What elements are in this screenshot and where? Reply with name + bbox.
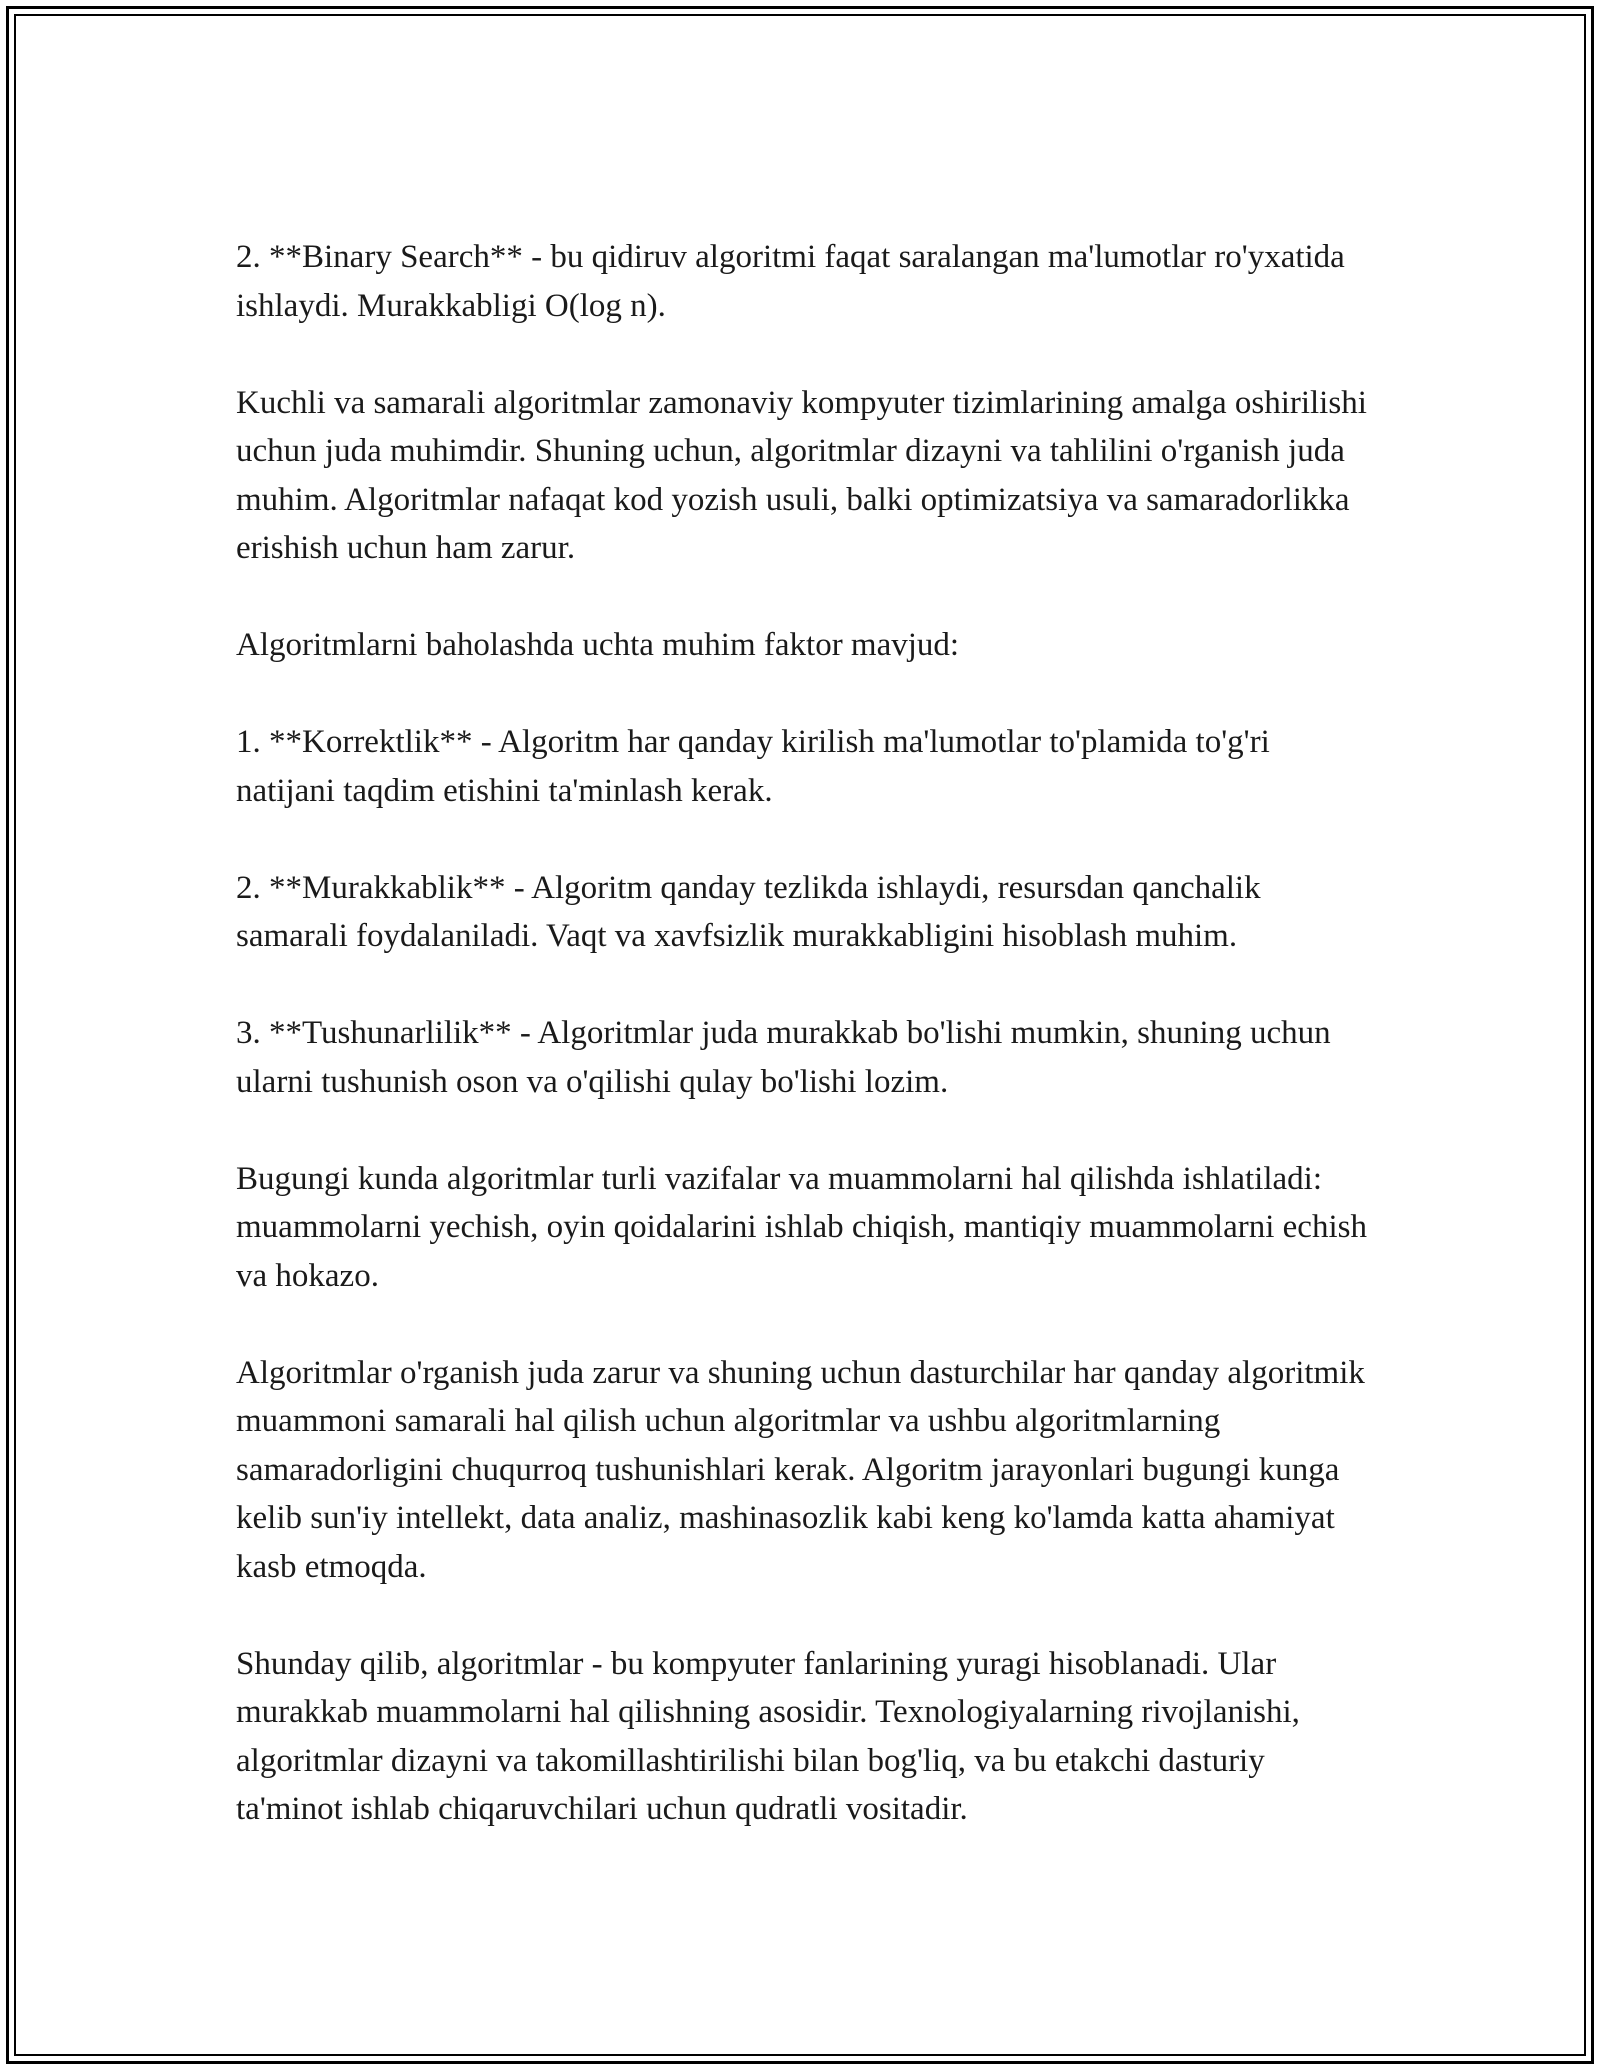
paragraph-conclusion: Shunday qilib, algoritmlar - bu kompyuter fanlarining yuragi hisoblanadi. Ular murakkab muammolarni hal qilishning asosidir. Texnologiyalarning rivojlanishi, algoritmlar dizayni va takomillashtirilishi bilan bog'liq, va bu etakchi dasturiy ta'minot ishlab chiqaruvchilari uchun qudratli vositadir.: [236, 1645, 1300, 1827]
document-body: [236, 233, 1376, 1834]
paragraph-applications: Bugungi kunda algoritmlar turli vazifalar va muammolarni hal qilishda ishlatiladi: muammolarni yechish, oyin qoidalarini ishlab chiqish, mantiqiy muammolarni echish va hokazo.: [236, 1160, 1367, 1294]
paragraph-evaluation-factors-intro: Algoritmlarni baholashda uchta muhim faktor mavjud:: [236, 627, 960, 663]
paragraph-binary-search: 2. **Binary Search** - bu qidiruv algoritmi faqat saralangan ma'lumotlar ro'yxatida ishlaydi. Murakkabligi O(log n).: [236, 239, 1345, 324]
paragraph-correctness: 1. **Korrektlik** - Algoritm har qanday kirilish ma'lumotlar to'plamida to'g'ri natijani taqdim etishini ta'minlash kerak.: [236, 724, 1270, 809]
paragraph-complexity: 2. **Murakkablik** - Algoritm qanday tezlikda ishlaydi, resursdan qanchalik samarali foydalaniladi. Vaqt va xavfsizlik murakkabligini hisoblash muhim.: [236, 869, 1261, 954]
paragraph-algorithm-importance: Kuchli va samarali algoritmlar zamonaviy kompyuter tizimlarining amalga oshirilishi uchun juda muhimdir. Shuning uchun, algoritmlar dizayni va tahlilini o'rganish juda muhim. Algoritmlar nafaqat kod yozish usuli, balki optimizatsiya va samaradorlikka erishish uchun ham zarur.: [236, 384, 1367, 566]
paragraph-understandability: 3. **Tushunarlilik** - Algoritmlar juda murakkab bo'lishi mumkin, shuning uchun ularni tushunish oson va o'qilishi qulay bo'lishi lozim.: [236, 1015, 1331, 1100]
paragraph-learning-algorithms: Algoritmlar o'rganish juda zarur va shuning uchun dasturchilar har qanday algoritmik muammoni samarali hal qilish uchun algoritmlar va ushbu algoritmlarning samaradorligini chuqurroq tushunishlari kerak. Algoritm jarayonlari bugungi kunga kelib sun'iy intellekt, data analiz, mashinasozlik kabi keng ko'lamda katta ahamiyat kasb etmoqda.: [236, 1354, 1365, 1585]
